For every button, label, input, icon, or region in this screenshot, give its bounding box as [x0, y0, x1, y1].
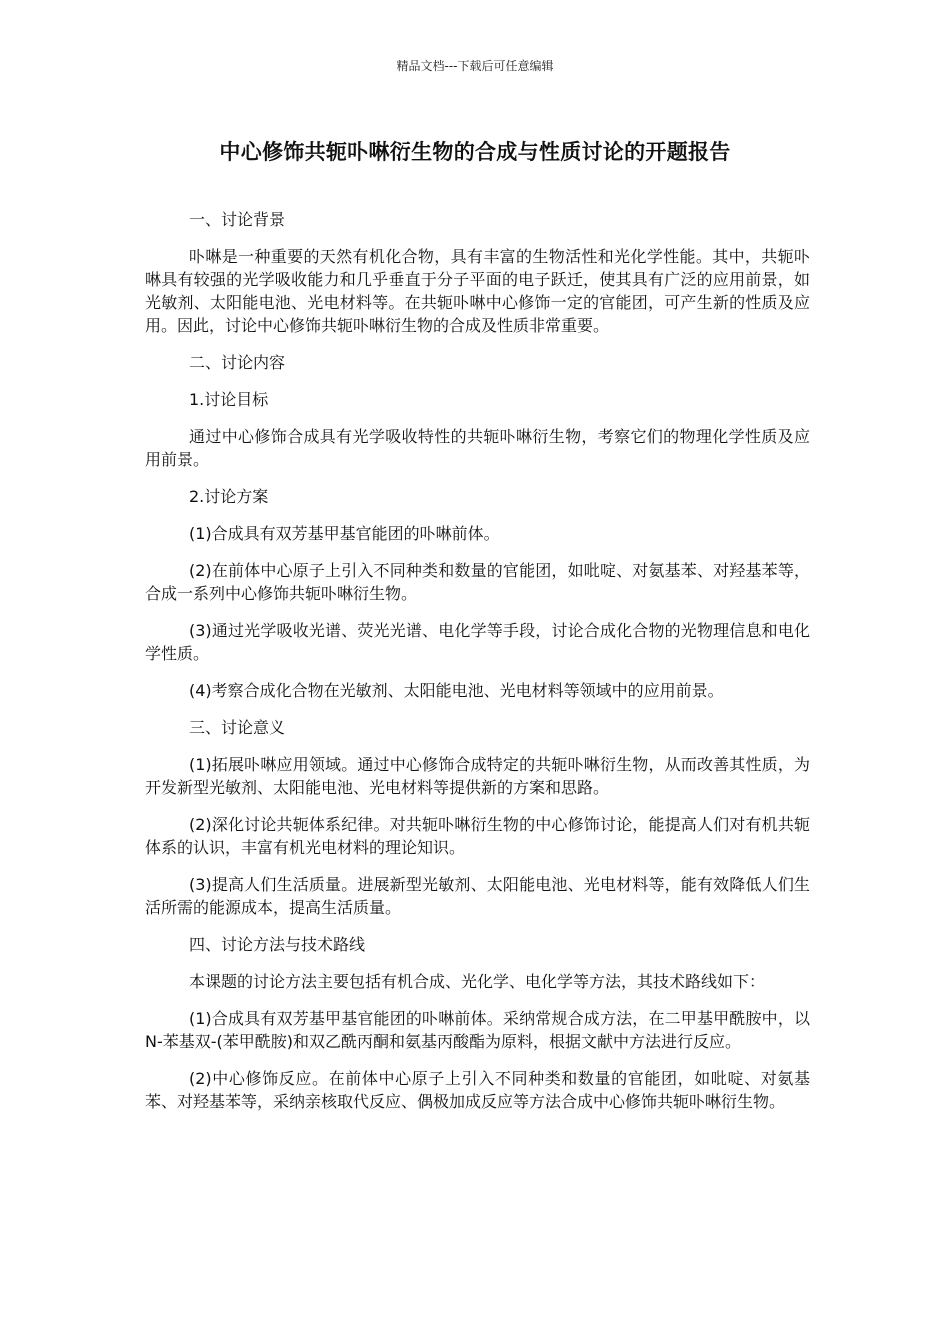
significance-item-1: (1)拓展卟啉应用领域。通过中心修饰合成特定的共轭卟啉衍生物，从而改善其性质，为开发新型光敏剂、太阳能电池、光电材料等提供新的方案和思路。 — [145, 755, 810, 797]
section-heading-background: 一、讨论背景 — [189, 210, 286, 229]
paragraph-goal: 通过中心修饰合成具有光学吸收特性的共轭卟啉衍生物，考察它们的物理化学性质及应用前景。 — [145, 427, 810, 469]
plan-item-3: (3)通过光学吸收光谱、荧光光谱、电化学等手段，讨论合成化合物的光物理信息和电化学性质。 — [145, 621, 810, 663]
significance-item-2: (2)深化讨论共轭体系纪律。对共轭卟啉衍生物的中心修饰讨论，能提高人们对有机共轭体系的认识，丰富有机光电材料的理论知识。 — [145, 815, 810, 857]
significance-item-3: (3)提高人们生活质量。进展新型光敏剂、太阳能电池、光电材料等，能有效降低人们生活所需的能源成本，提高生活质量。 — [145, 875, 810, 917]
page-header-note: 精品文档---下载后可任意编辑 — [396, 59, 554, 73]
method-item-2: (2)中心修饰反应。在前体中心原子上引入不同种类和数量的官能团，如吡啶、对氨基苯、对羟基苯等，采纳亲核取代反应、偶极加成反应等方法合成中心修饰共轭卟啉衍生物。 — [145, 1069, 810, 1111]
document-body — [145, 208, 810, 1127]
subheading-goal: 1.讨论目标 — [189, 390, 269, 409]
plan-item-4: (4)考察合成化合物在光敏剂、太阳能电池、光电材料等领域中的应用前景。 — [189, 681, 724, 700]
plan-item-1: (1)合成具有双芳基甲基官能团的卟啉前体。 — [189, 524, 500, 543]
paragraph-background: 卟啉是一种重要的天然有机化合物，具有丰富的生物活性和光化学性能。其中，共轭卟啉具有较强的光学吸收能力和几乎垂直于分子平面的电子跃迁，使其具有广泛的应用前景，如光敏剂、太阳能电池、光电材料等。在共轭卟啉中心修饰一定的官能团，可产生新的性质及应用。因此，讨论中心修饰共轭卟啉衍生物的合成及性质非常重要。 — [145, 247, 810, 335]
subheading-plan: 2.讨论方案 — [189, 487, 269, 506]
paragraph-methods-intro: 本课题的讨论方法主要包括有机合成、光化学、电化学等方法，其技术路线如下： — [189, 972, 766, 991]
section-heading-content: 二、讨论内容 — [189, 353, 286, 372]
plan-item-2: (2)在前体中心原子上引入不同种类和数量的官能团，如吡啶、对氨基苯、对羟基苯等，合成一系列中心修饰共轭卟啉衍生物。 — [145, 561, 810, 603]
section-heading-significance: 三、讨论意义 — [189, 718, 286, 737]
document-title: 中心修饰共轭卟啉衍生物的合成与性质讨论的开题报告 — [219, 140, 731, 164]
method-item-1: (1)合成具有双芳基甲基官能团的卟啉前体。采纳常规合成方法，在二甲基甲酰胺中，以N-苯基双-(苯甲酰胺)和双乙酰丙酮和氨基丙酸酯为原料，根据文献中方法进行反应。 — [145, 1009, 810, 1051]
section-heading-methods: 四、讨论方法与技术路线 — [189, 935, 366, 954]
